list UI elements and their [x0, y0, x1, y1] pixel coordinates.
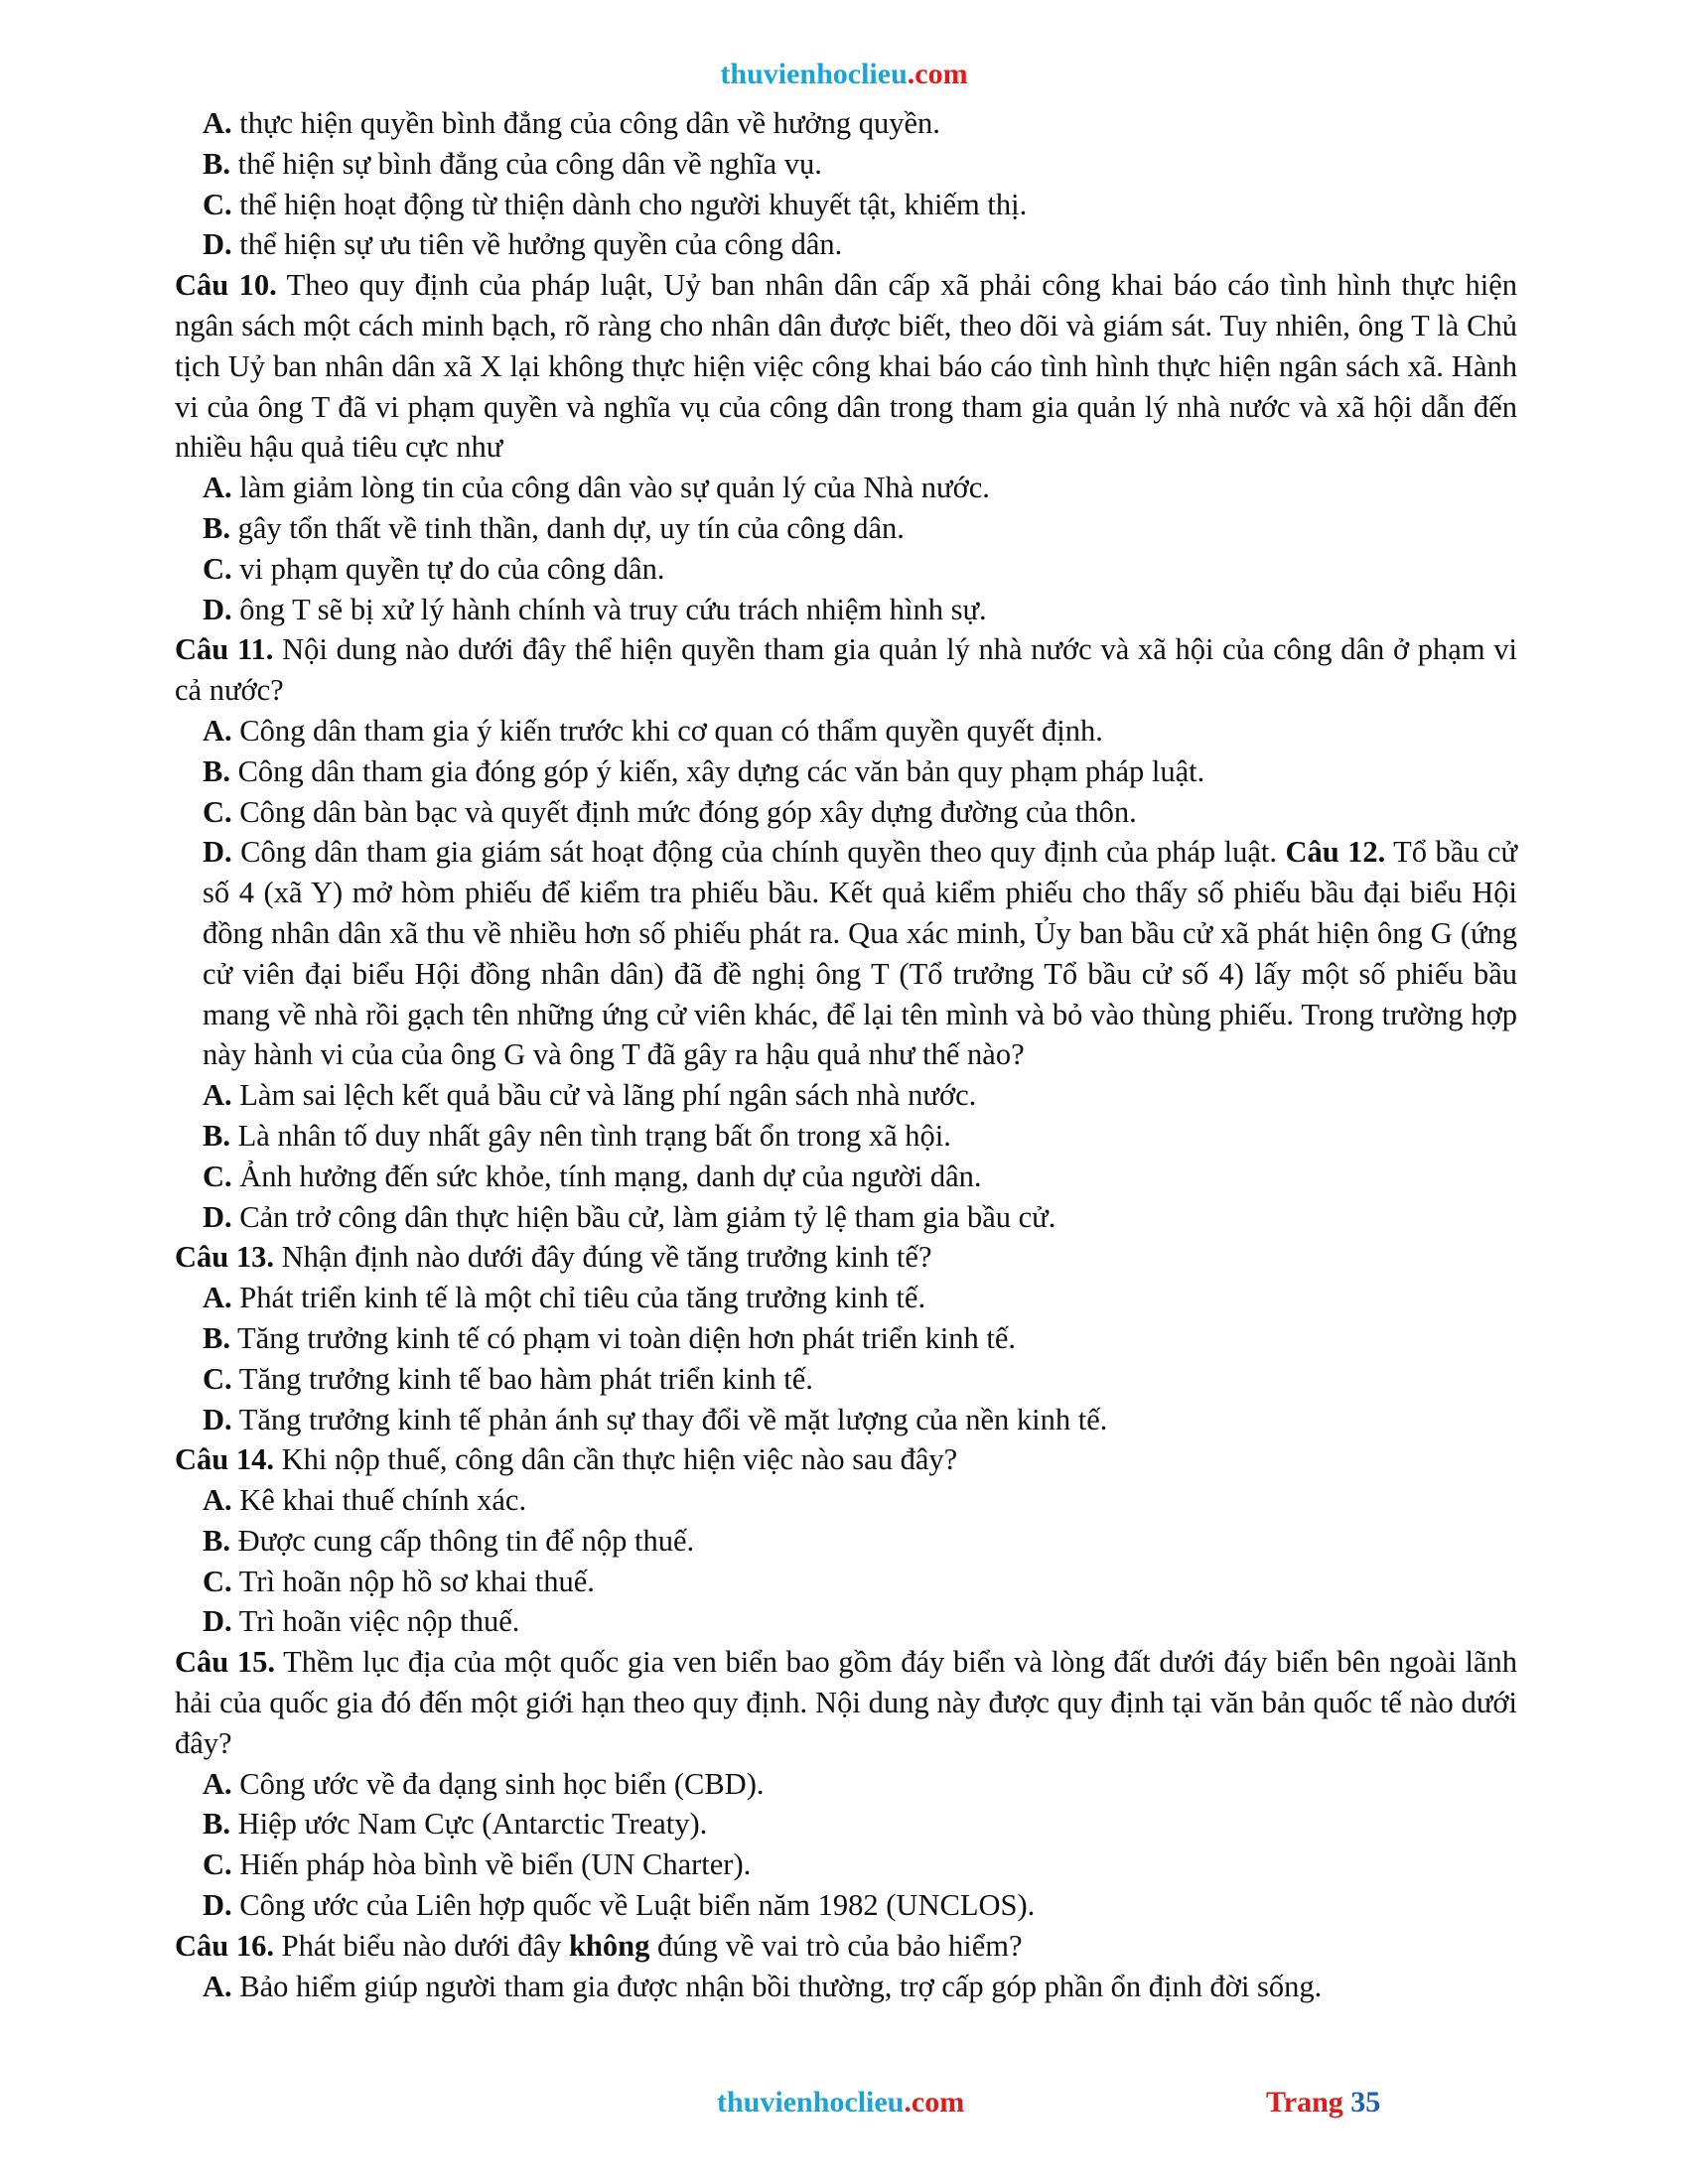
q15-option-b: B. Hiệp ước Nam Cực (Antarctic Treaty). [203, 1807, 708, 1842]
question-13 [175, 1237, 1517, 1278]
question-number: Câu 16. [175, 1928, 274, 1963]
q11-option-b: B. Công dân tham gia đóng góp ý kiến, xây dựng các văn bản quy phạm pháp luật. [203, 753, 1205, 788]
question-text: Nhận định nào dưới đây đúng về tăng trưởng kinh tế? [281, 1240, 932, 1275]
brand-tld: .com [907, 58, 968, 90]
brand-name: thuvienhoclieu [720, 58, 908, 90]
q14-option-a: A. Kê khai thuế chính xác. [203, 1483, 527, 1518]
question-15 [175, 1642, 1517, 1763]
brand-tld: .com [904, 2086, 965, 2118]
question-16: Câu 16. Phát biểu nào dưới đây không đúng về vai trò của bảo hiểm? [175, 1928, 1023, 1963]
q11-option-a: A. Công dân tham gia ý kiến trước khi cơ quan có thẩm quyền quyết định. [203, 713, 1103, 748]
q10-option-b: B. gây tổn thất về tinh thần, danh dự, uy tín của công dân. [203, 510, 905, 545]
page-number [1266, 2086, 1380, 2119]
question-number: Câu 13. [175, 1240, 274, 1275]
brand-name: thuvienhoclieu [717, 2086, 905, 2118]
q9-option-b: B. thể hiện sự bình đẳng của công dân về nghĩa vụ. [203, 146, 822, 181]
q9-option-a: A. thực hiện quyền bình đẳng của công dân về hưởng quyền. [203, 106, 940, 140]
q15-option-c: C. Hiến pháp hòa bình về biển (UN Charter). [203, 1847, 752, 1882]
header-site-logo[interactable] [0, 58, 1688, 91]
question-12-number: Câu 12. [1285, 835, 1386, 870]
page-number-value: 35 [1350, 2086, 1381, 2118]
question-text: Thềm lục địa của một quốc gia ven biển bao gồm đáy biển và lòng đất dưới đáy biển bên ngoài lãnh hải của quốc gia đó đến một giới hạn theo quy định. Nội dung này được quy định tại văn bản quốc tế nào dưới đây? [175, 1645, 1517, 1760]
q13-option-c: C. Tăng trưởng kinh tế bao hàm phát triển kinh tế. [203, 1361, 813, 1396]
question-text: Nội dung nào dưới đây thể hiện quyền tham gia quản lý nhà nước và xã hội của công dân ở phạm vi cả nước? [175, 632, 1517, 708]
q11-option-d-text: Công dân tham gia giám sát hoạt động của chính quyền theo quy định của pháp luật. [240, 835, 1277, 870]
q15-option-d: D. Công ước của Liên hợp quốc về Luật biển năm 1982 (UNCLOS). [203, 1888, 1036, 1923]
q12-option-a: A. Làm sai lệch kết quả bầu cử và lãng phí ngân sách nhà nước. [203, 1078, 977, 1113]
question-number: Câu 14. [175, 1442, 274, 1477]
q10-option-d: D. ông T sẽ bị xử lý hành chính và truy cứu trách nhiệm hình sự. [203, 592, 987, 626]
question-11 [175, 629, 1517, 711]
question-number: Câu 11. [175, 632, 274, 667]
q12-option-b: B. Là nhân tố duy nhất gây nên tình trạng bất ổn trong xã hội. [203, 1118, 951, 1153]
question-12-text: Tổ bầu cử số 4 (xã Y) mở hòm phiếu để kiểm tra phiếu bầu. Kết quả kiểm phiếu cho thấy số phiếu bầu đại biểu Hội đồng nhân dân xã thu về nhiều hơn số phiếu phát ra. Qua xác minh, Ủy ban bầu cử xã phát hiện ông G (ứng cử viên đại biểu Hội đồng nhân dân) đã đề nghị ông T (Tổ trưởng Tổ bầu cử số 4) lấy một số phiếu bầu mang về nhà rồi gạch tên những ứng cử viên khác, để lại tên mình và bỏ vào thùng phiếu. Trong trường hợp này hành vi của của ông G và ông T đã gây ra hậu quả như thế nào? [203, 835, 1518, 1072]
q15-option-a: A. Công ước về đa dạng sinh học biển (CBD). [203, 1766, 765, 1801]
q11-option-d-and-question-12: D. Công dân tham gia giám sát hoạt động của chính quyền theo quy định của pháp luật. Câu 12. Tổ bầu cử số 4 (xã Y) mở hòm phiếu để kiểm tra phiếu bầu. Kết quả kiểm phiếu cho thấy số phiếu bầu đại biểu Hội đồng nhân dân xã thu về nhiều hơn số phiếu phát ra. Qua xác minh, Ủy ban bầu cử xã phát hiện ông G (ứng cử viên đại biểu Hội đồng nhân dân) đã đề nghị ông T (Tổ trưởng Tổ bầu cử số 4) lấy một số phiếu bầu mang về nhà rồi gạch tên những ứng cử viên khác, để lại tên mình và bỏ vào thùng phiếu. Trong trường hợp này hành vi của của ông G và ông T đã gây ra hậu quả như thế nào? [203, 835, 1518, 1072]
question-text: Theo quy định của pháp luật, Uỷ ban nhân dân cấp xã phải công khai báo cáo tình hình thực hiện ngân sách một cách minh bạch, rõ ràng cho nhân dân được biết, theo dõi và giám sát. Tuy nhiên, ông T là Chủ tịch Uỷ ban nhân dân xã X lại không thực hiện việc công khai báo cáo tình hình thực hiện ngân sách xã. Hành vi của ông T đã vi phạm quyền và nghĩa vụ của công dân trong tham gia quản lý nhà nước và xã hội dẫn đến nhiều hậu quả tiêu cực như [175, 268, 1518, 465]
q14-option-c: C. Trì hoãn nộp hồ sơ khai thuế. [203, 1564, 595, 1598]
q10-option-a: A. làm giảm lòng tin của công dân vào sự quản lý của Nhà nước. [203, 471, 990, 505]
page-content [175, 103, 1517, 2006]
page-label: Trang [1266, 2086, 1343, 2118]
q9-option-c: C. thể hiện hoạt động từ thiện dành cho người khuyết tật, khiếm thị. [203, 187, 1028, 221]
q14-option-b: B. Được cung cấp thông tin để nộp thuế. [203, 1523, 695, 1558]
question-number: Câu 15. [175, 1645, 276, 1680]
emphasis-not: không [568, 1928, 650, 1963]
q16-option-a: A. Bảo hiểm giúp người tham gia được nhận bồi thường, trợ cấp góp phần ổn định đời sống. [203, 1969, 1323, 2003]
q12-option-c: C. Ảnh hưởng đến sức khỏe, tính mạng, danh dự của người dân. [203, 1159, 982, 1193]
question-text: Khi nộp thuế, công dân cần thực hiện việc nào sau đây? [281, 1442, 958, 1477]
footer-site-logo[interactable] [717, 2086, 964, 2119]
question-number: Câu 10. [175, 268, 277, 303]
q13-option-b: B. Tăng trưởng kinh tế có phạm vi toàn diện hơn phát triển kinh tế. [203, 1320, 1017, 1355]
question-10 [175, 265, 1517, 468]
q12-option-d: D. Cản trở công dân thực hiện bầu cử, làm giảm tỷ lệ tham gia bầu cử. [203, 1199, 1056, 1234]
q9-option-d: D. thể hiện sự ưu tiên về hưởng quyền của công dân. [203, 227, 843, 262]
q11-option-c: C. Công dân bàn bạc và quyết định mức đóng góp xây dựng đường của thôn. [203, 794, 1137, 829]
question-14 [175, 1439, 1517, 1480]
q14-option-d: D. Trì hoãn việc nộp thuế. [203, 1604, 520, 1639]
q13-option-a: A. Phát triển kinh tế là một chỉ tiêu của tăng trưởng kinh tế. [203, 1281, 926, 1315]
q13-option-d: D. Tăng trưởng kinh tế phản ánh sự thay đổi về mặt lượng của nền kinh tế. [203, 1402, 1108, 1436]
q10-option-c: C. vi phạm quyền tự do của công dân. [203, 551, 665, 586]
